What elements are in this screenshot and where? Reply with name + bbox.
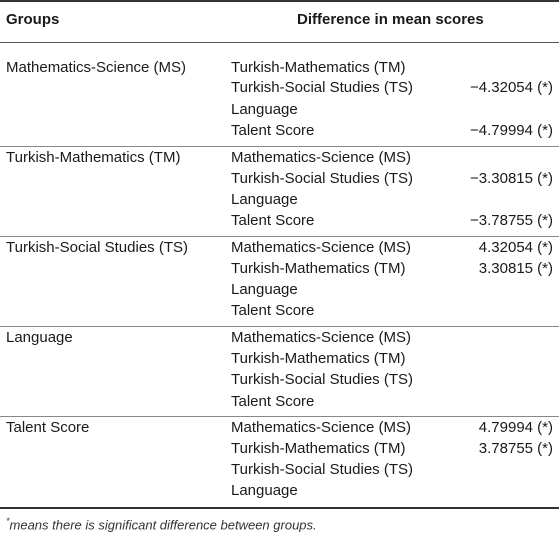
difference-value: −3.30815 (*) [470, 170, 553, 187]
comparison-label: Turkish-Social Studies (TS) [231, 371, 413, 388]
comparison-label: Mathematics-Science (MS) [231, 239, 412, 256]
table-footnote [6, 516, 317, 532]
comparison-label: Talent Score [231, 302, 315, 319]
footnote-marker: * [6, 516, 10, 526]
row-separator [0, 236, 559, 237]
table-top-rule [0, 0, 559, 2]
difference-value: −3.78755 (*) [470, 212, 553, 229]
column-header-difference: Difference in mean scores [297, 11, 484, 28]
comparison-label: Language [231, 482, 298, 499]
comparison-label: Mathematics-Science (MS) [231, 149, 412, 166]
group-label: Turkish-Social Studies (TS) [6, 239, 188, 256]
comparison-label: Turkish-Social Studies (TS) [231, 79, 413, 96]
table-bottom-rule [0, 507, 559, 509]
comparison-label: Turkish-Mathematics (TM) [231, 350, 406, 367]
comparison-label: Turkish-Mathematics (TM) [231, 260, 406, 277]
difference-value: 4.32054 (*) [478, 239, 553, 256]
difference-value: −4.32054 (*) [470, 79, 553, 96]
header-rule [0, 42, 559, 43]
row-separator [0, 326, 559, 327]
comparison-label: Language [231, 281, 298, 298]
comparison-label: Turkish-Social Studies (TS) [231, 170, 413, 187]
comparison-label: Turkish-Mathematics (TM) [231, 440, 406, 457]
comparison-label: Language [231, 101, 298, 118]
group-label: Turkish-Mathematics (TM) [6, 149, 181, 166]
footnote-text: means there is significant difference between groups. [9, 517, 317, 533]
difference-value: 3.30815 (*) [478, 260, 553, 277]
comparison-label: Turkish-Social Studies (TS) [231, 461, 413, 478]
row-separator [0, 416, 559, 417]
column-header-groups: Groups [6, 11, 60, 28]
comparison-label: Mathematics-Science (MS) [231, 419, 412, 436]
comparison-label: Talent Score [231, 393, 315, 410]
comparison-label: Talent Score [231, 122, 315, 139]
group-label: Mathematics-Science (MS) [6, 59, 187, 76]
comparison-label: Turkish-Mathematics (TM) [231, 59, 406, 76]
comparison-label: Language [231, 191, 298, 208]
row-separator [0, 146, 559, 147]
difference-value: −4.79994 (*) [470, 122, 553, 139]
difference-value: 4.79994 (*) [478, 419, 553, 436]
comparison-label: Talent Score [231, 212, 315, 229]
group-label: Talent Score [6, 419, 90, 436]
comparison-label: Mathematics-Science (MS) [231, 329, 412, 346]
group-label: Language [6, 329, 73, 346]
difference-value: 3.78755 (*) [478, 440, 553, 457]
